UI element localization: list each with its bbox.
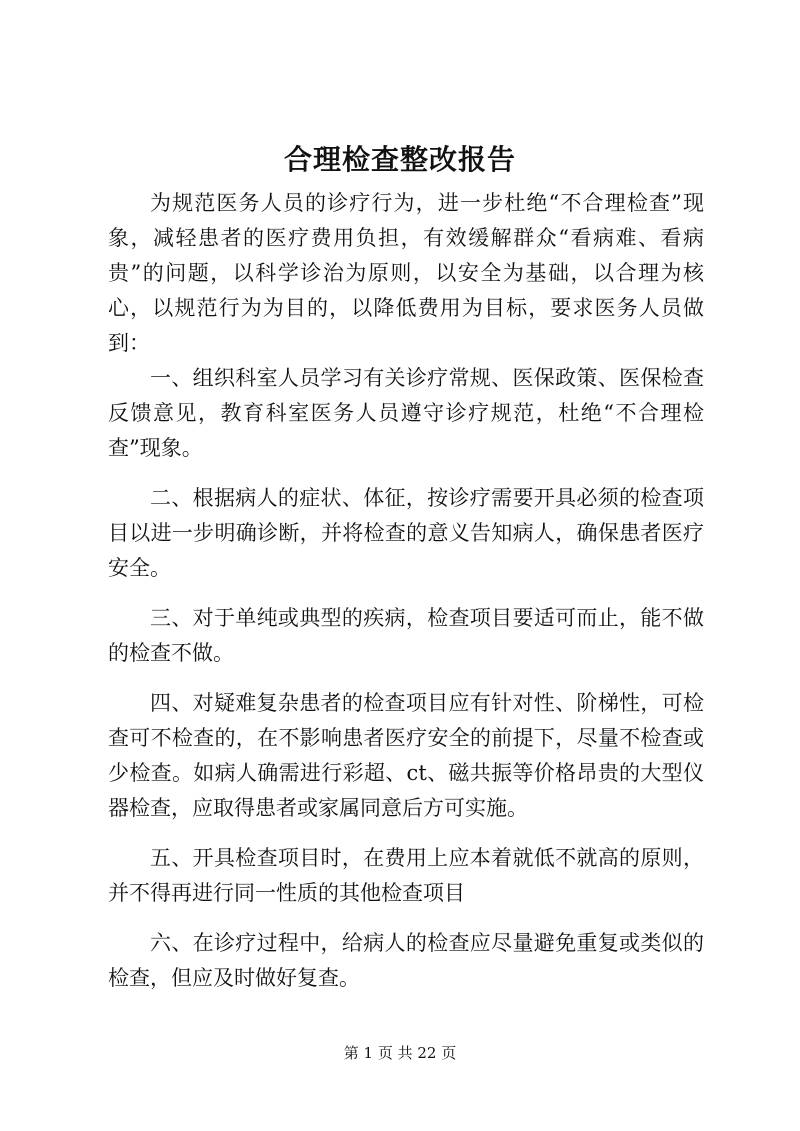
document-title: 合理检查整改报告 <box>283 143 516 176</box>
intro-paragraph: 为规范医务人员的诊疗行为，进一步杜绝“不合理检查”现象，减轻患者的医疗费用负担，有效缓解群众“看病难、看病贵”的问题，以科学诊治为原则，以安全为基础，以合理为核心，以规范行为为目的，以降低费用为目标，要求医务人员做到： <box>108 191 704 355</box>
page-number-footer: 第 1 页 共 22 页 <box>343 1044 457 1062</box>
item-paragraph-1: 一、组织科室人员学习有关诊疗常规、医保政策、医保检查反馈意见，教育科室医务人员遵守诊疗规范，杜绝“不合理检查”现象。 <box>108 366 704 460</box>
item-paragraph-6: 六、在诊疗过程中，给病人的检查应尽量避免重复或类似的检查，但应及时做好复查。 <box>108 931 704 990</box>
item-paragraph-3: 三、对于单纯或典型的疾病，检查项目要适可而止，能不做的检查不做。 <box>108 606 704 665</box>
item-paragraph-5: 五、开具检查项目时，在费用上应本着就低不就高的原则，并不得再进行同一性质的其他检查项目 <box>108 846 704 905</box>
item-paragraph-2: 二、根据病人的症状、体征，按诊疗需要开具必须的检查项目以进一步明确诊断，并将检查的意义告知病人，确保患者医疗安全。 <box>108 486 704 580</box>
document-body <box>108 186 704 996</box>
item-paragraph-4: 四、对疑难复杂患者的检查项目应有针对性、阶梯性，可检查可不检查的，在不影响患者医疗安全的前提下，尽量不检查或少检查。如病人确需进行彩超、ct、磁共振等价格昂贵的大型仪器检查，应取得患者或家属同意后方可实施。 <box>108 691 704 820</box>
